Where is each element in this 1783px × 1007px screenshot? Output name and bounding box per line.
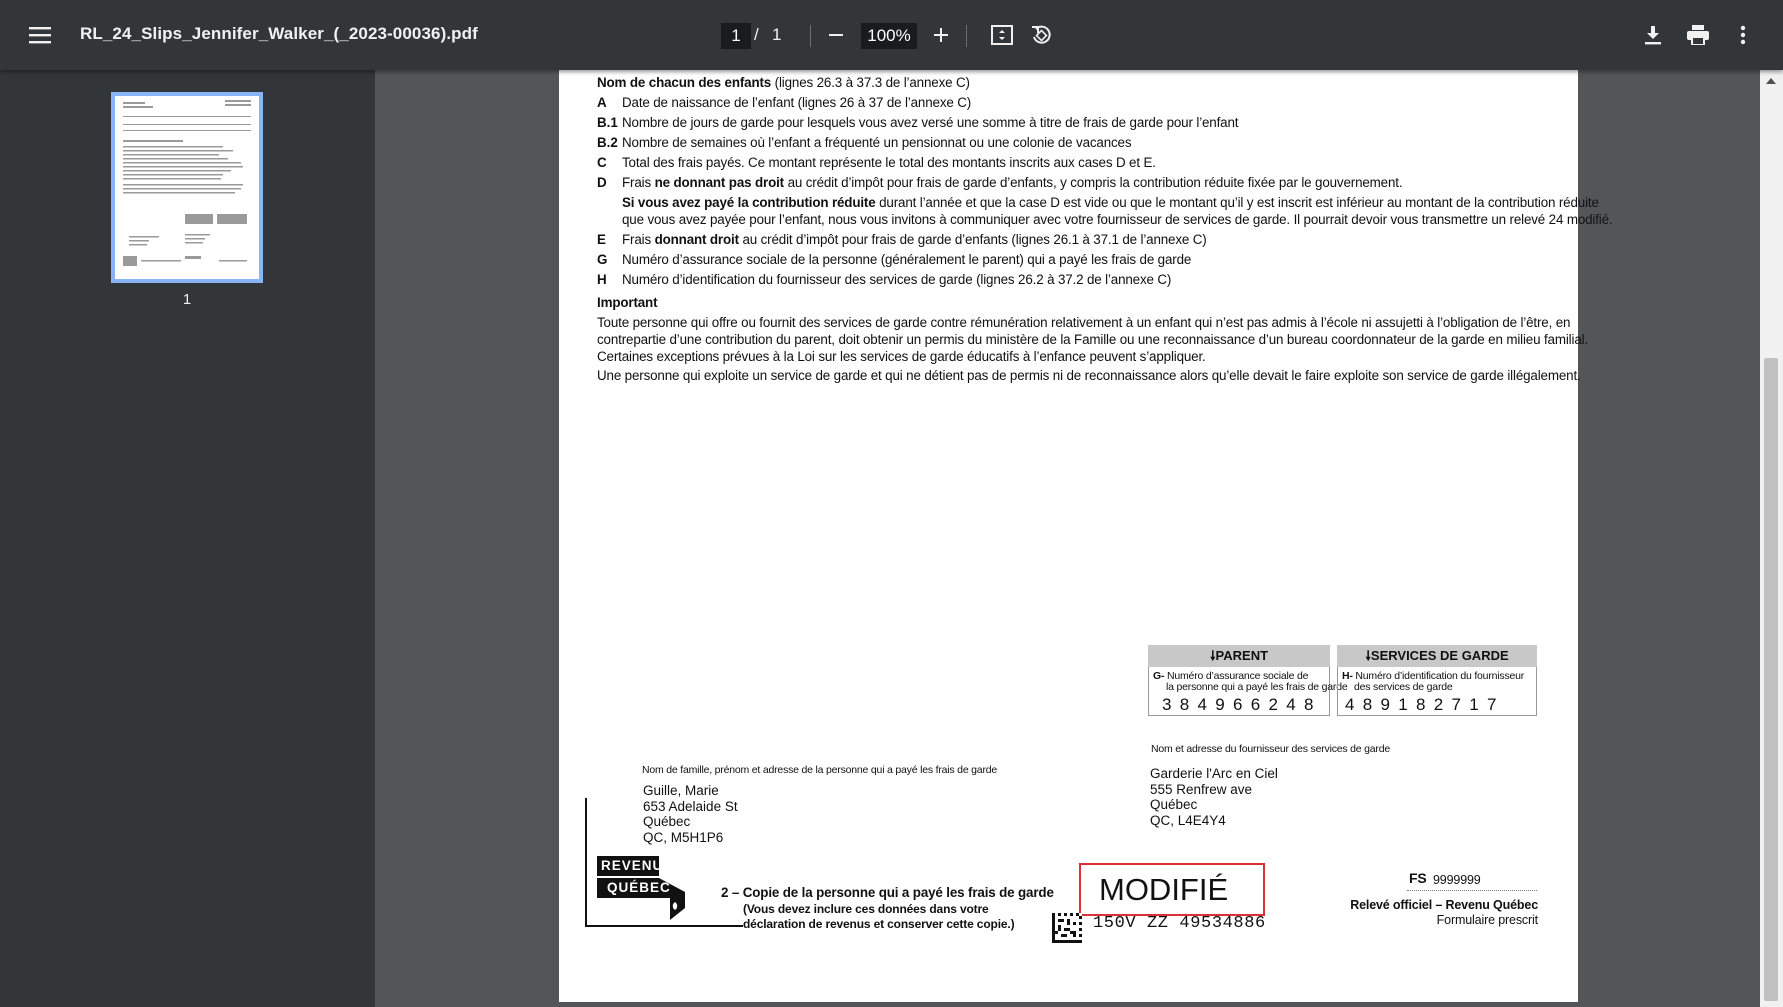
parent-box-label: G- Numéro d’assurance sociale de — [1153, 670, 1309, 682]
page-number-input[interactable]: 1 — [721, 23, 751, 49]
important-heading: Important — [597, 295, 658, 310]
important-line: Une personne qui exploite un service de garde et qui ne détient pas de permis ni de reconnaissance alors qu’elle devait le faire exploite son service de garde illégalement. — [597, 368, 1581, 383]
item-text-b2: Nombre de semaines où l’enfant a fréquenté un pensionnat ou une colonie de vacances — [622, 135, 1132, 150]
provider-address: Garderie l'Arc en Ciel 555 Renfrew ave Québec QC, L4E4Y4 — [1150, 766, 1278, 828]
more-options-icon[interactable] — [1727, 19, 1759, 51]
zoom-out-icon[interactable] — [820, 19, 852, 51]
page-thumbnail[interactable] — [111, 92, 263, 283]
official-line-2: Formulaire prescrit — [1436, 913, 1538, 927]
payer-address: Guille, Marie 653 Adelaide St Québec QC, M5H1P6 — [643, 783, 738, 845]
document-viewer[interactable] — [375, 70, 1760, 1007]
revenu-quebec-logo — [597, 856, 693, 920]
item-key-d: D — [597, 175, 607, 190]
item-key-a: A — [597, 95, 607, 110]
item-key-e: E — [597, 232, 606, 247]
parent-box-label-2: la personne qui a payé les frais de garde — [1166, 681, 1348, 693]
fs-label: FS — [1409, 870, 1427, 886]
official-line: Relevé officiel – Revenu Québec — [1350, 898, 1538, 912]
download-icon[interactable] — [1637, 19, 1669, 51]
parent-box-header: 🠗PARENT — [1148, 645, 1330, 667]
page-separator: / — [754, 25, 759, 44]
fs-value: 9999999 — [1433, 873, 1481, 887]
item-text-h: Numéro d’identification du fournisseur des services de garde (lignes 26.2 à 37.2 de l’annexe C) — [622, 272, 1172, 287]
form-code: 150V ZZ 49534886 — [1093, 914, 1266, 933]
scroll-up-arrow-icon[interactable] — [1766, 78, 1776, 84]
provider-id-value: 489182717 — [1345, 695, 1505, 714]
arrow-down-icon: 🠗 — [1209, 648, 1216, 663]
thumbnail-sidebar — [0, 70, 375, 1007]
item-key-b1: B.1 — [597, 115, 618, 130]
item-key-h: H — [597, 272, 607, 287]
provider-box-header: 🠗SERVICES DE GARDE — [1337, 645, 1537, 667]
thumbnail-page-number: 1 — [182, 291, 192, 308]
toolbar-divider — [966, 25, 967, 47]
modified-stamp: MODIFIÉ — [1079, 863, 1265, 916]
rotate-icon[interactable] — [1025, 19, 1057, 51]
item-text-a: Date de naissance de l’enfant (lignes 26 à 37 de l’annexe C) — [622, 95, 972, 110]
provider-address-label: Nom et adresse du fournisseur des services de garde — [1151, 743, 1391, 755]
important-line: Certaines exceptions prévues à la Loi sur les services de garde éducatifs à l’enfance peuvent s’appliquer. — [597, 349, 1206, 364]
address-bracket — [585, 925, 743, 927]
parent-box — [1148, 667, 1348, 716]
datamatrix-barcode — [1052, 913, 1082, 943]
parent-sin-value: 384966248 — [1162, 695, 1322, 714]
reduced-contribution-note-2: que vous avez payée pour l’enfant, nous vous invitons à communiquer avec votre fournisseur de services de garde. Il pourrait devoir vous transmettre un relevé 24 modifié. — [622, 212, 1613, 227]
item-text-c: Total des frais payés. Ce montant représente le total des montants inscrits aux cases D et E. — [622, 155, 1156, 170]
pdf-page — [559, 70, 1613, 1002]
reduced-contribution-note: Si vous avez payé la contribution réduite durant l’année et que la case D est vide ou que le montant qu’il y est inscrit est inférieur au montant de la contribution réduite — [622, 195, 1599, 210]
item-text-b1: Nombre de jours de garde pour lesquels vous avez versé une somme à titre de frais de garde pour l’enfant — [622, 115, 1239, 130]
logo-line-1: REVENU — [601, 858, 664, 873]
print-icon[interactable] — [1682, 19, 1714, 51]
copy-title: 2 – Copie de la personne qui a payé les frais de garde — [721, 885, 1054, 900]
menu-icon[interactable] — [24, 19, 56, 51]
item-text-g: Numéro d’assurance sociale de la personne (généralement le parent) qui a payé les frais de garde — [622, 252, 1192, 267]
scrollbar-thumb[interactable] — [1764, 358, 1778, 1001]
payer-address-label: Nom de famille, prénom et adresse de la personne qui a payé les frais de garde — [642, 764, 998, 776]
thumbnail-preview-image — [115, 96, 259, 279]
file-name: RL_24_Slips_Jennifer_Walker_(_2023-00036).pdf — [80, 24, 478, 43]
important-line: Toute personne qui offre ou fournit des services de garde contre rémunération relativement à un enfant qui n’est pas admis à l’école ni assujetti à l’obligation de l’être, en — [597, 315, 1571, 330]
fs-underline — [1407, 890, 1537, 891]
item-key-g: G — [597, 252, 608, 267]
copy-note: (Vous devez inclure ces données dans votre — [743, 902, 989, 916]
item-text-e: Frais donnant droit au crédit d’impôt pour frais de garde d’enfants (lignes 26.1 à 37.1 de l’annexe C) — [622, 232, 1207, 247]
datamatrix-barcode-graphic — [1052, 913, 1082, 943]
page-total: 1 — [772, 25, 782, 44]
provider-box-label-2: des services de garde — [1354, 681, 1453, 693]
zoom-input[interactable]: 100% — [861, 23, 917, 49]
provider-box — [1337, 667, 1537, 716]
vertical-scrollbar[interactable] — [1760, 70, 1783, 1007]
item-key-b2: B.2 — [597, 135, 618, 150]
children-heading: Nom de chacun des enfants (lignes 26.3 à 37.3 de l’annexe C) — [597, 75, 970, 90]
logo-line-2: QUÉBEC — [607, 880, 671, 895]
provider-box-label: H- Numéro d’identification du fournisseur — [1342, 670, 1525, 682]
address-bracket — [585, 798, 587, 926]
item-key-c: C — [597, 155, 607, 170]
zoom-in-icon[interactable] — [925, 19, 957, 51]
important-line: contrepartie d’une contribution du parent, doit obtenir un permis du ministère de la Famille ou une reconnaissance d’un bureau coordonnateur de la garde en milieu familial. — [597, 332, 1589, 347]
pdf-toolbar — [0, 0, 1783, 70]
arrow-down-icon: 🠗 — [1365, 648, 1371, 663]
toolbar-divider — [810, 25, 811, 47]
item-text-d: Frais ne donnant pas droit au crédit d’impôt pour frais de garde d’enfants, y compris la contribution réduite fixée par le gouvernement. — [622, 175, 1403, 190]
fit-page-icon[interactable] — [986, 19, 1018, 51]
copy-note-2: déclaration de revenus et conserver cette copie.) — [743, 917, 1015, 931]
